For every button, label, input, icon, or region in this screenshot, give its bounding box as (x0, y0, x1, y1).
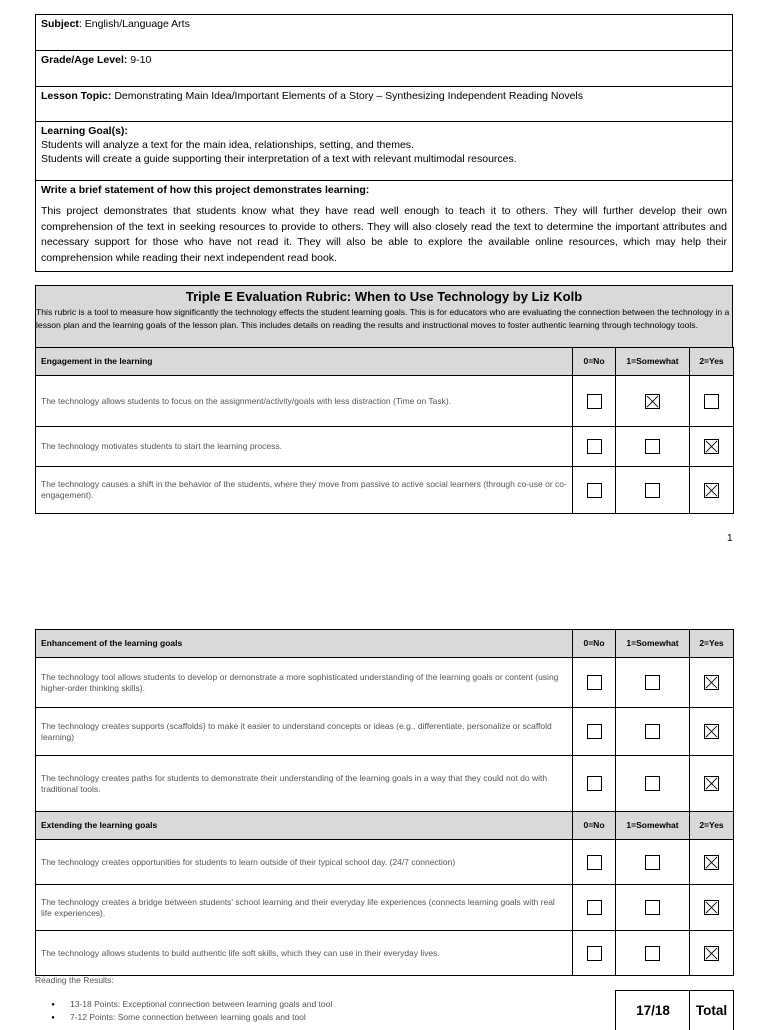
check-x-icon (705, 676, 718, 689)
col-somewhat-header: 1=Somewhat (616, 812, 690, 840)
result-range-2: 7-12 Points: Some connection between learning goals and tool (70, 1011, 306, 1022)
table-row (36, 467, 734, 514)
extending-header-row (36, 812, 734, 840)
checkbox-no[interactable] (587, 675, 602, 690)
goals-label: Learning Goal(s): (41, 125, 128, 137)
checkbox-somewhat[interactable] (645, 483, 660, 498)
page-number: 1 (727, 533, 733, 544)
goals-row (36, 122, 732, 181)
table-row (36, 708, 734, 756)
rubric-header (35, 285, 733, 347)
checkbox-no[interactable] (587, 394, 602, 409)
checkbox-yes[interactable] (704, 724, 719, 739)
grade-label: Grade/Age Level: (41, 54, 128, 66)
grade-value: 9-10 (127, 54, 152, 66)
subject-row (36, 15, 732, 51)
topic-row (36, 87, 732, 122)
checkbox-somewhat[interactable] (645, 394, 660, 409)
statement-label: Write a brief statement of how this project demonstrates learning: (41, 184, 370, 196)
results-list (36, 998, 332, 1024)
bullet-icon: ● (51, 1001, 55, 1008)
extending-heading: Extending the learning goals (36, 812, 573, 840)
checkbox-yes[interactable] (704, 675, 719, 690)
bullet-icon: ● (51, 1014, 55, 1021)
col-no-header: 0=No (573, 348, 616, 376)
check-x-icon (705, 856, 718, 869)
criterion-text: The technology allows students to build authentic life soft skills, which they can use in their everyday lives. (36, 931, 573, 976)
goal-2: Students will create a guide supporting their interpretation of a text with relevant multimodal resources. (41, 153, 517, 165)
criterion-text: The technology creates a bridge between students' school learning and their everyday life experiences (connects learning goals with real life experiences). (36, 885, 573, 931)
checkbox-yes[interactable] (704, 946, 719, 961)
table-row (36, 756, 734, 812)
checkbox-no[interactable] (587, 900, 602, 915)
score-cell (615, 990, 690, 1030)
table-row (36, 427, 734, 467)
checkbox-no[interactable] (587, 439, 602, 454)
checkbox-yes[interactable] (704, 776, 719, 791)
check-x-icon (705, 901, 718, 914)
enhancement-extending-table (35, 629, 734, 976)
checkbox-no[interactable] (587, 724, 602, 739)
col-somewhat-header: 1=Somewhat (616, 348, 690, 376)
enhancement-heading: Enhancement of the learning goals (36, 630, 573, 658)
criterion-text: The technology causes a shift in the behavior of the students, where they move from passive to active social learners (through co-use or co-engagement). (36, 467, 573, 514)
criterion-text: The technology creates supports (scaffolds) to make it easier to understand concepts or ideas (e.g., differentiate, personalize or scaffold learning) (36, 708, 573, 756)
col-somewhat-header: 1=Somewhat (616, 630, 690, 658)
table-row (36, 658, 734, 708)
engagement-table (35, 347, 734, 514)
checkbox-somewhat[interactable] (645, 946, 660, 961)
goal-1: Students will analyze a text for the main idea, relationships, setting, and themes. (41, 139, 414, 151)
checkbox-no[interactable] (587, 483, 602, 498)
list-item (36, 1011, 332, 1024)
rubric-description: This rubric is a tool to measure how significantly the technology effects the student learning goals. This is for educators who are evaluating the connection between the technology in a lesson plan and the learning goals of the lesson plan. This includes details on reading the results and instructional moves to foster authentic learning through technology tools. (36, 307, 730, 330)
checkbox-somewhat[interactable] (645, 675, 660, 690)
statement-text: This project demonstrates that students know what they have read well enough to teach it to others. They will further develop their own comprehension of the text in seeking resources to provide to others. They will also closely read the text to determine the important attributes and necessary support for those who have not read it. They will also be able to explore the available online resources, which may help their comprehension while reading their next independent read book. (41, 205, 727, 264)
grade-row (36, 51, 732, 87)
engagement-heading: Engagement in the learning (36, 348, 573, 376)
check-x-icon (646, 395, 659, 408)
rubric-title: Triple E Evaluation Rubric: When to Use Technology by Liz Kolb (185, 289, 583, 304)
criterion-text: The technology tool allows students to develop or demonstrate a more sophisticated understanding of the learning goals or content (using higher-order thinking skills). (36, 658, 573, 708)
criterion-text: The technology motivates students to start the learning process. (36, 427, 573, 467)
checkbox-yes[interactable] (704, 900, 719, 915)
col-yes-header: 2=Yes (690, 630, 734, 658)
subject-value: : English/Language Arts (78, 18, 190, 30)
check-x-icon (705, 440, 718, 453)
enhancement-header-row (36, 630, 734, 658)
checkbox-somewhat[interactable] (645, 724, 660, 739)
check-x-icon (705, 484, 718, 497)
subject-label: Subject (41, 18, 79, 30)
topic-label: Lesson Topic: (41, 90, 112, 102)
check-x-icon (705, 947, 718, 960)
statement-row (36, 181, 732, 271)
col-no-header: 0=No (573, 630, 616, 658)
checkbox-no[interactable] (587, 776, 602, 791)
score-value: 17/18 (636, 1003, 670, 1018)
result-range-1: 13-18 Points: Exceptional connection between learning goals and tool (70, 999, 333, 1009)
table-row (36, 840, 734, 885)
checkbox-somewhat[interactable] (645, 776, 660, 791)
total-label: Total (695, 1003, 728, 1018)
topic-value: Demonstrating Main Idea/Important Elements of a Story – Synthesizing Independent Reading Novels (111, 90, 584, 102)
check-x-icon (705, 725, 718, 738)
list-item (36, 998, 332, 1011)
checkbox-no[interactable] (587, 946, 602, 961)
checkbox-yes[interactable] (704, 394, 719, 409)
checkbox-somewhat[interactable] (645, 439, 660, 454)
checkbox-yes[interactable] (704, 855, 719, 870)
table-row (36, 885, 734, 931)
table-row (36, 376, 734, 427)
col-no-header: 0=No (573, 812, 616, 840)
criterion-text: The technology allows students to focus on the assignment/activity/goals with less distraction (Time on Task). (36, 376, 573, 427)
lesson-info-table (35, 14, 733, 272)
checkbox-yes[interactable] (704, 439, 719, 454)
checkbox-yes[interactable] (704, 483, 719, 498)
criterion-text: The technology creates opportunities for students to learn outside of their typical school day. (24/7 connection) (36, 840, 573, 885)
checkbox-somewhat[interactable] (645, 900, 660, 915)
table-row (36, 931, 734, 976)
results-label: Reading the Results: (35, 975, 114, 985)
col-yes-header: 2=Yes (690, 812, 734, 840)
check-x-icon (705, 777, 718, 790)
engagement-header-row (36, 348, 734, 376)
criterion-text: The technology creates paths for students to demonstrate their understanding of the learning goals in a way that they could not do with traditional tools. (36, 756, 573, 812)
checkbox-somewhat[interactable] (645, 855, 660, 870)
checkbox-no[interactable] (587, 855, 602, 870)
col-yes-header: 2=Yes (690, 348, 734, 376)
total-cell (689, 990, 734, 1030)
